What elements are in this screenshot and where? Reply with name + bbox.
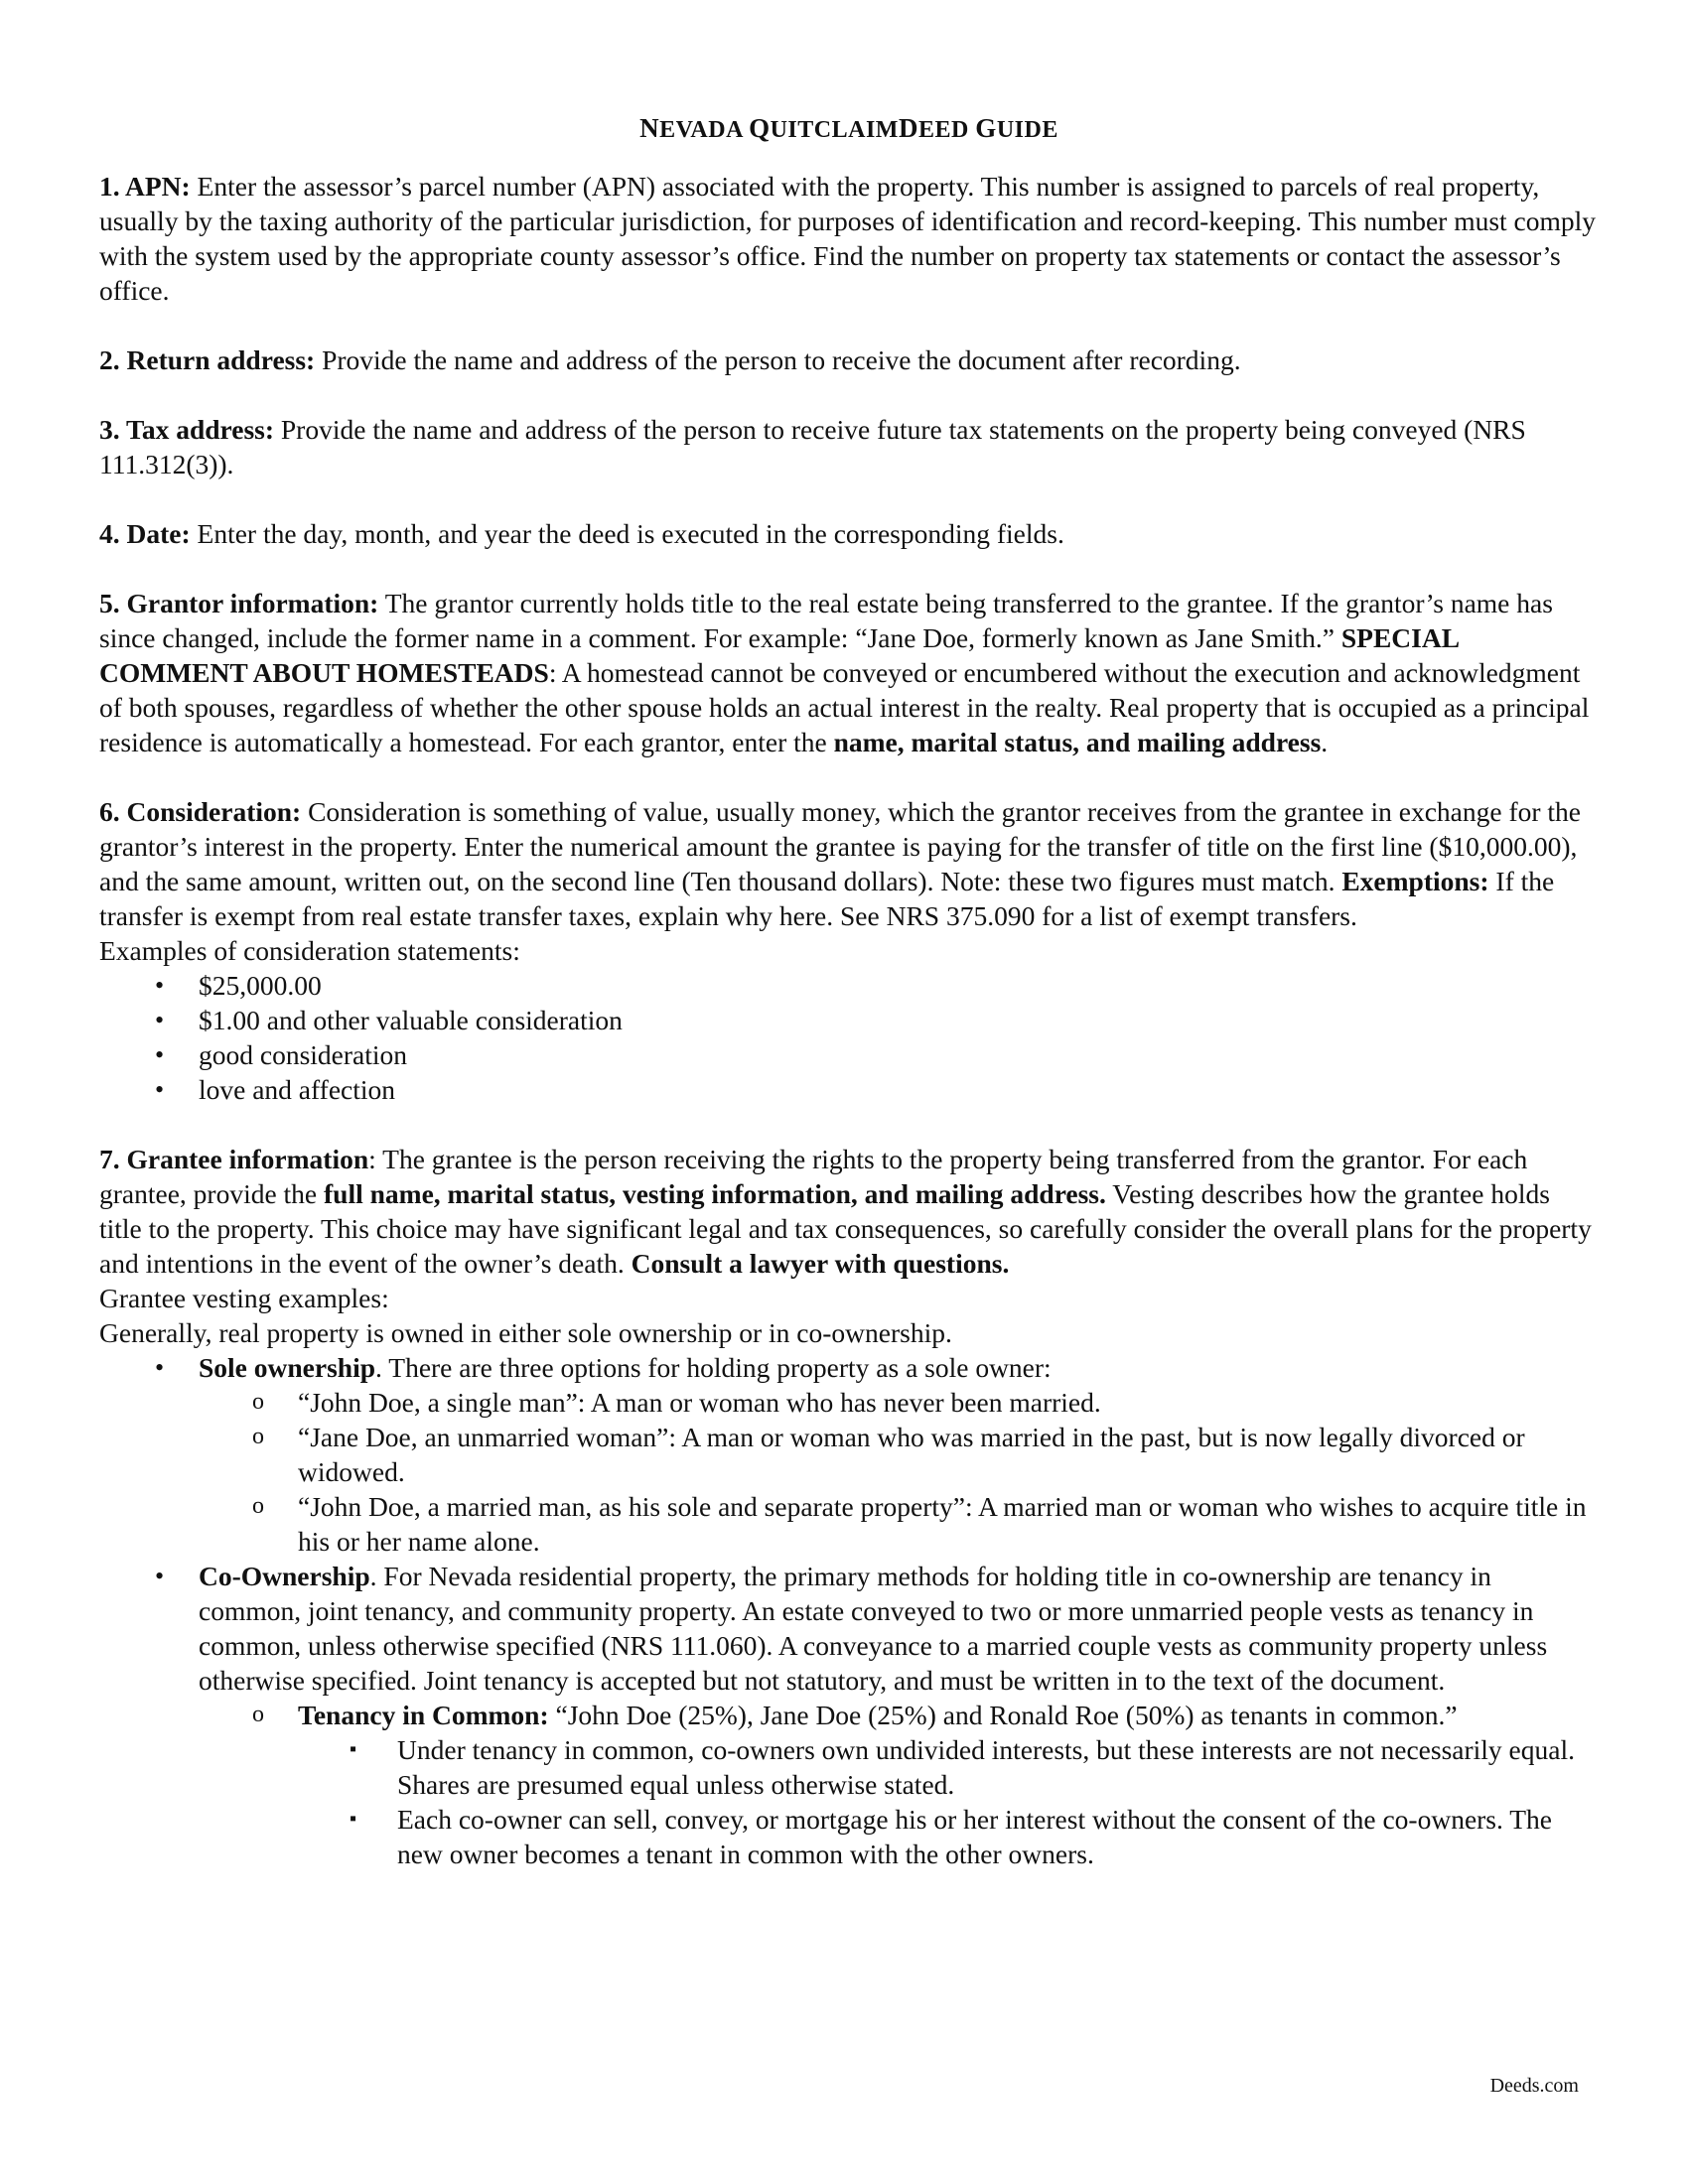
list-item: • $25,000.00: [199, 968, 1599, 1003]
examples-intro: Examples of consideration statements:: [99, 935, 520, 966]
vesting-intro: Grantee vesting examples:: [99, 1283, 389, 1313]
consideration-paragraph: [99, 794, 1599, 933]
section-label: 6. Consideration:: [99, 796, 302, 827]
section-consideration: [99, 794, 1599, 1107]
list-item-co-ownership: [199, 1559, 1599, 1871]
title-cap: D: [898, 113, 918, 143]
grantee-paragraph: [99, 1142, 1599, 1281]
section-text: If the transfer is exempt from real estate transfer taxes, explain why here. See NRS 375.090 for a list of exempt transfers.: [99, 866, 1555, 931]
list-item-tenancy-in-common: [298, 1698, 1599, 1871]
section-date: [99, 516, 1599, 551]
consult-lawyer-note: Consult a lawyer with questions.: [631, 1248, 1010, 1279]
section-apn: [99, 169, 1599, 308]
section-text: Provide the name and address of the person to receive the document after recording.: [315, 344, 1241, 375]
section-text: The grantor currently holds title to the real estate being transferred to the grantee. If the grantor’s name has since changed, include the former name in a comment. For example: “Jane Doe, formerly known as Jane Smith.”: [99, 588, 1553, 653]
list-item: o “Jane Doe, an unmarried woman”: A man or woman who was married in the past, but is now legally divorced or widowed.: [298, 1420, 1599, 1489]
section-label: 1. APN:: [99, 171, 191, 202]
title-rest: UITCLAIM: [770, 117, 899, 143]
section-text: Vesting describes how the grantee holds title to the property. This choice may have significant legal and tax consequences, so carefully consider the overall plans for the property and intentions in the event of the owner’s death.: [99, 1178, 1592, 1279]
ownership-types-list: [99, 1350, 1599, 1871]
tenancy-in-common-label: Tenancy in Common:: [298, 1700, 549, 1730]
section-label: 7. Grantee information: [99, 1144, 369, 1174]
co-ownership-label: Co-Ownership: [199, 1561, 370, 1591]
homestead-heading: SPECIAL COMMENT ABOUT HOMESTEADS: [99, 622, 1459, 688]
section-grantee: [99, 1142, 1599, 1871]
list-item: • love and affection: [199, 1072, 1599, 1107]
title-rest: EVADA: [659, 117, 743, 143]
title-cap: N: [639, 113, 660, 143]
co-ownership-options: [199, 1698, 1599, 1871]
title-cap: G: [975, 113, 997, 143]
section-text: .: [1321, 727, 1329, 757]
tenancy-in-common-points: [298, 1732, 1599, 1871]
exemptions-label: Exemptions:: [1341, 866, 1489, 896]
title-rest: EED: [917, 117, 969, 143]
list-item: • good consideration: [199, 1037, 1599, 1072]
list-item: • $1.00 and other valuable consideration: [199, 1003, 1599, 1037]
document-page: [99, 111, 1599, 1871]
section-text: Enter the assessor’s parcel number (APN) associated with the property. This number is assigned to parcels of real property, usually by the taxing authority of the particular jurisdiction, for purposes of identification and record-keeping. This number must comply with the system used by the appropriate county assessor’s office. Find the number on property tax statements or contact the assessor’s office.: [99, 171, 1597, 306]
section-tax-address: [99, 412, 1599, 481]
footer-brand: Deeds.com: [1489, 2075, 1579, 2097]
list-item: o “John Doe, a single man”: A man or woman who has never been married.: [298, 1385, 1599, 1420]
grantee-required-fields: full name, marital status, vesting information, and mailing address.: [324, 1178, 1106, 1209]
section-text: : A homestead cannot be conveyed or encumbered without the execution and acknowledgment of both spouses, regardless of whether the other spouse holds an actual interest in the realty. Real property that is occupied as a principal residence is automatically a homestead. For each grantor, enter the: [99, 657, 1590, 757]
section-label: 4. Date:: [99, 518, 191, 549]
section-label: 5. Grantor information:: [99, 588, 379, 618]
section-text: Consideration is something of value, usually money, which the grantor receives from the grantee in exchange for the grantor’s interest in the property. Enter the numerical amount the grantee is paying for the transfer of title on the first line ($10,000.00), and the same amount, written out, on the second line (Ten thousand dollars). Note: these two figures must match.: [99, 796, 1581, 896]
section-grantor: [99, 586, 1599, 759]
title-cap: Q: [749, 113, 771, 143]
sole-ownership-label: Sole ownership: [199, 1352, 376, 1383]
ownership-general: Generally, real property is owned in either sole ownership or in co-ownership.: [99, 1317, 952, 1348]
grantor-required-fields: name, marital status, and mailing address: [833, 727, 1322, 757]
list-item: ▪ Under tenancy in common, co-owners own undivided interests, but these interests are not necessarily equal. Shares are presumed equal unless otherwise stated.: [397, 1732, 1599, 1802]
section-return-address: [99, 342, 1599, 377]
section-text: : The grantee is the person receiving the rights to the property being transferred from the grantor. For each grantee, provide the: [99, 1144, 1528, 1209]
section-label: 3. Tax address:: [99, 414, 275, 445]
tenancy-in-common-text: “John Doe (25%), Jane Doe (25%) and Ronald Roe (50%) as tenants in common.”: [548, 1700, 1458, 1730]
list-item: o “John Doe, a married man, as his sole and separate property”: A married man or woman who wishes to acquire title in his or her name alone.: [298, 1489, 1599, 1559]
sole-ownership-options: [199, 1385, 1599, 1559]
co-ownership-text: . For Nevada residential property, the primary methods for holding title in co-ownership are tenancy in common, joint tenancy, and community property. An estate conveyed to two or more unmarried people vests as tenancy in common, unless otherwise specified (NRS 111.060). A conveyance to a married couple vests as community property unless otherwise specified. Joint tenancy is accepted but not statutory, and must be written in to the text of the document.: [199, 1561, 1548, 1696]
list-item-sole-ownership: [199, 1350, 1599, 1559]
list-item: ▪ Each co-owner can sell, convey, or mortgage his or her interest without the consent of the co-owners. The new owner becomes a tenant in common with the other owners.: [397, 1802, 1599, 1871]
section-text: Enter the day, month, and year the deed is executed in the corresponding fields.: [190, 518, 1064, 549]
sole-ownership-text: . There are three options for holding property as a sole owner:: [375, 1352, 1052, 1383]
document-title: [99, 111, 1599, 147]
section-label: 2. Return address:: [99, 344, 316, 375]
section-text: Provide the name and address of the person to receive future tax statements on the property being conveyed (NRS 111.312(3)).: [99, 414, 1526, 479]
consideration-examples-list: [99, 968, 1599, 1107]
title-rest: UIDE: [996, 117, 1058, 143]
